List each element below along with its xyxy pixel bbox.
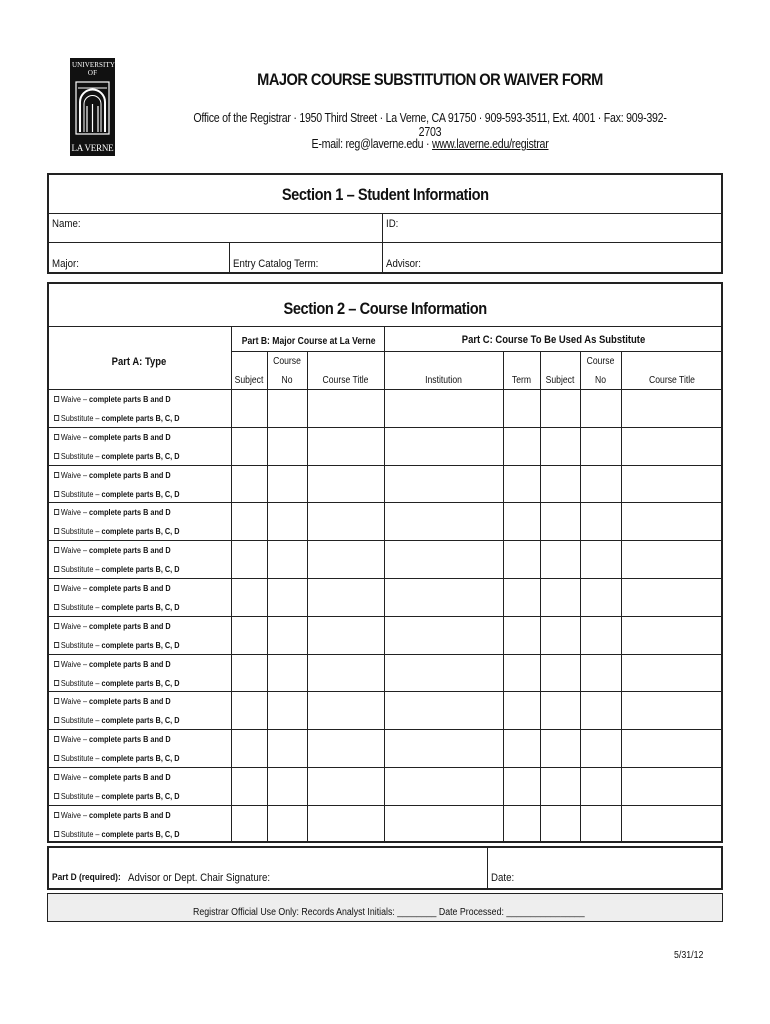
row-divider [47,578,723,579]
row-divider [47,654,723,655]
id-field[interactable]: ID: [386,218,399,230]
part-b-header: Part B: Major Course at La Verne [241,336,376,347]
checkbox-icon[interactable] [54,793,59,799]
option-instruction: complete parts B, C, D [101,640,180,650]
waive-option[interactable] [54,432,171,442]
c-course-header: Course [586,356,615,367]
option-label: Waive – [60,772,90,782]
registrar-use-only: Registrar Official Use Only: Records Analyst Initials: ________ Date Processed: ________________ [193,907,585,918]
part-d-divider [487,846,488,890]
entry-catalog-term-field[interactable]: Entry Catalog Term: [233,258,319,270]
student-info-box [47,213,723,274]
waive-option[interactable] [54,810,171,820]
option-instruction: complete parts B, C, D [101,489,180,499]
checkbox-icon[interactable] [54,831,59,837]
col-divider-b1 [267,351,268,843]
revision-date: 5/31/12 [674,950,704,961]
row-divider [47,805,723,806]
option-label: Substitute – [60,413,102,423]
part-c-header: Part C: Course To Be Used As Substitute [461,334,646,346]
checkbox-icon[interactable] [54,396,59,402]
waive-option[interactable] [54,545,171,555]
row-divider [47,540,723,541]
section1-divider-id [382,213,383,274]
option-instruction: complete parts B and D [89,507,171,517]
option-label: Substitute – [60,678,102,688]
col-divider-c3 [580,351,581,843]
partc-header-divider [384,351,723,352]
option-label: Substitute – [60,753,102,763]
section1-row-divider [47,242,723,243]
part-a-header: Part A: Type [111,356,167,368]
registrar-address: Office of the Registrar · 1950 Third Street · La Verne, CA 91750 · 909-593-3511, Ext. 4001 · Fax: 909-392-2703 [193,111,667,139]
col-divider-bc [384,326,385,843]
option-instruction: complete parts B, C, D [101,829,180,839]
option-label: Waive – [60,394,90,404]
university-logo [70,58,115,156]
option-instruction: complete parts B and D [89,810,171,820]
checkbox-icon[interactable] [54,774,59,780]
option-instruction: complete parts B, C, D [101,564,180,574]
option-instruction: complete parts B, C, D [101,526,180,536]
option-label: Substitute – [60,791,102,801]
checkbox-icon[interactable] [54,472,59,478]
part-d-label: Part D (required): [52,872,121,883]
logo-bottom-text: LA VERNE [71,143,114,153]
waive-option[interactable] [54,470,171,480]
logo-top-text: UNIVERSITY OF [72,61,115,77]
option-label: Waive – [60,583,90,593]
option-instruction: complete parts B, C, D [101,753,180,763]
option-label: Waive – [60,470,90,480]
col-divider-c2 [540,351,541,843]
waive-option[interactable] [54,659,171,669]
section1-divider-term [229,242,230,274]
option-instruction: complete parts B and D [89,734,171,744]
substitute-option[interactable] [54,640,180,650]
checkbox-icon[interactable] [54,680,59,686]
checkbox-icon[interactable] [54,585,59,591]
option-instruction: complete parts B and D [89,583,171,593]
checkbox-icon[interactable] [54,509,59,515]
row-divider [47,691,723,692]
substitute-option[interactable] [54,451,180,461]
substitute-option[interactable] [54,678,180,688]
option-label: Waive – [60,734,90,744]
advisor-field[interactable]: Advisor: [386,258,421,270]
col-divider-b2 [307,351,308,843]
checkbox-icon[interactable] [54,547,59,553]
checkbox-icon[interactable] [54,604,59,610]
checkbox-icon[interactable] [54,812,59,818]
option-instruction: complete parts B and D [89,659,171,669]
substitute-option[interactable] [54,413,180,423]
checkbox-icon[interactable] [54,661,59,667]
checkbox-icon[interactable] [54,491,59,497]
section2-title: Section 2 – Course Information [283,299,487,318]
option-instruction: complete parts B and D [89,432,171,442]
row-divider [47,427,723,428]
substitute-option[interactable] [54,489,180,499]
substitute-option[interactable] [54,715,180,725]
section1-title: Section 1 – Student Information [281,185,489,204]
checkbox-icon[interactable] [54,434,59,440]
building-arch-icon [74,76,111,136]
option-label: Substitute – [60,564,102,574]
advisor-signature-field[interactable]: Advisor or Dept. Chair Signature: [128,872,271,884]
option-instruction: complete parts B, C, D [101,791,180,801]
option-instruction: complete parts B, C, D [101,715,180,725]
waive-option[interactable] [54,621,171,631]
section1-header [47,173,723,214]
option-label: Waive – [60,810,90,820]
section2-header [47,282,723,327]
waive-option[interactable] [54,583,171,593]
checkbox-icon[interactable] [54,453,59,459]
col-divider-a [231,326,232,843]
form-title: MAJOR COURSE SUBSTITUTION OR WAIVER FORM [257,70,603,89]
registrar-contact [192,137,668,151]
row-divider [47,729,723,730]
option-instruction: complete parts B and D [89,696,171,706]
c-title-header: Course Title [649,375,695,386]
option-label: Substitute – [60,526,102,536]
waive-option[interactable] [54,507,171,517]
checkbox-icon[interactable] [54,623,59,629]
option-instruction: complete parts B and D [89,772,171,782]
option-label: Substitute – [60,489,102,499]
substitute-option[interactable] [54,564,180,574]
substitute-option[interactable] [54,753,180,763]
checkbox-icon[interactable] [54,528,59,534]
c-no-header: No [594,375,606,386]
checkbox-icon[interactable] [54,566,59,572]
substitute-option[interactable] [54,602,180,612]
option-instruction: complete parts B and D [89,621,171,631]
checkbox-icon[interactable] [54,755,59,761]
date-field[interactable]: Date: [491,872,515,884]
name-field[interactable]: Name: [52,218,81,230]
b-subject-header: Subject [234,375,264,386]
b-title-header: Course Title [322,375,369,386]
option-label: Substitute – [60,715,102,725]
checkbox-icon[interactable] [54,717,59,723]
option-label: Waive – [60,621,90,631]
checkbox-icon[interactable] [54,642,59,648]
option-instruction: complete parts B, C, D [101,678,180,688]
substitute-option[interactable] [54,526,180,536]
substitute-option[interactable] [54,829,180,839]
checkbox-icon[interactable] [54,415,59,421]
option-label: Waive – [60,545,90,555]
waive-option[interactable] [54,394,171,404]
option-instruction: complete parts B, C, D [101,413,180,423]
checkbox-icon[interactable] [54,698,59,704]
option-label: Waive – [60,507,90,517]
option-label: Substitute – [60,602,102,612]
option-instruction: complete parts B, C, D [101,602,180,612]
option-instruction: complete parts B and D [89,394,171,404]
row-divider [47,616,723,617]
col-divider-c1 [503,351,504,843]
option-label: Substitute – [60,451,102,461]
option-label: Waive – [60,432,90,442]
waive-option[interactable] [54,696,171,706]
c-institution-header: Institution [425,375,462,386]
c-subject-header: Subject [545,375,575,386]
waive-option[interactable] [54,734,171,744]
substitute-option[interactable] [54,791,180,801]
option-instruction: complete parts B and D [89,545,171,555]
col-divider-c4 [621,351,622,843]
major-field[interactable]: Major: [52,258,79,270]
b-course-header: Course [273,356,301,367]
row-divider [47,502,723,503]
checkbox-icon[interactable] [54,736,59,742]
email-text: E-mail: reg@laverne.edu · [311,137,433,151]
b-no-header: No [281,375,293,386]
waive-option[interactable] [54,772,171,782]
registrar-website-link[interactable]: www.laverne.edu/registrar [432,137,549,151]
c-term-header: Term [511,375,532,386]
row-divider [47,767,723,768]
option-label: Substitute – [60,640,102,650]
option-instruction: complete parts B, C, D [101,451,180,461]
option-label: Substitute – [60,829,102,839]
option-instruction: complete parts B and D [89,470,171,480]
row-divider [47,465,723,466]
option-label: Waive – [60,696,90,706]
option-label: Waive – [60,659,90,669]
